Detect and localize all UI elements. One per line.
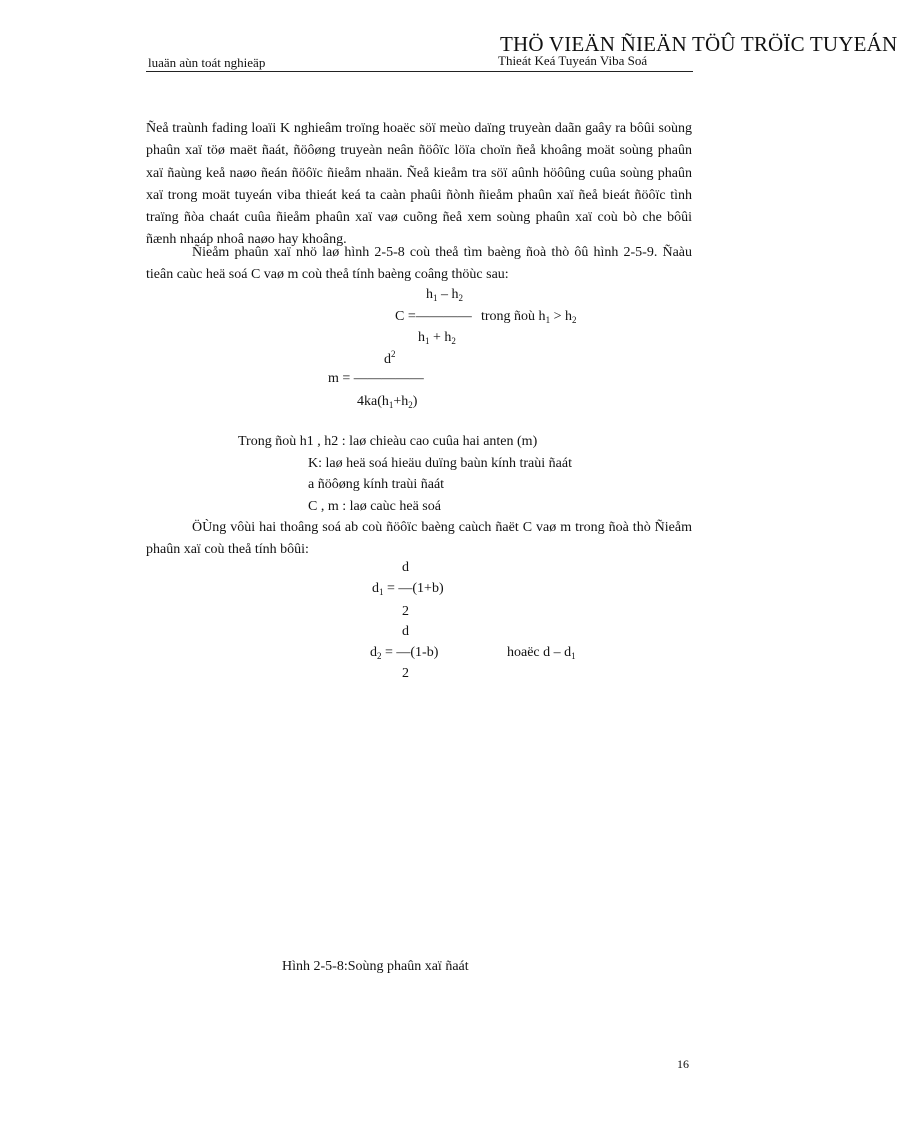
- formula-c-numerator: $h_1 - h_2$: [426, 287, 463, 303]
- formula-d1: $d_1$ = —(1+b): [372, 581, 444, 597]
- header-left: luaän aùn toát nghieäp: [148, 55, 266, 70]
- paragraph-3-line-2: phaûn xaï coù theå tính bôûi:: [146, 542, 309, 557]
- paragraph-3-line-1: ÖÙng vôùi hai thoâng soá ab coù ñöôïc baèng caùch ñaët C vaø m trong ñoà thò Ñieåm: [192, 520, 692, 535]
- definition-line-2: K: laø heä soá hieäu duïng baùn kính traùi ñaát: [308, 456, 572, 471]
- formula-d2-alternative: hoaëc d – $d_1$: [507, 645, 576, 661]
- definition-line-4: C , m : laø caùc heä soá: [308, 499, 441, 514]
- formula-c-lhs: C =————: [395, 309, 472, 324]
- formula-c-note: trong ñoù $h_1 > h_2$: [481, 309, 577, 325]
- formula-d2: $d_2$ = —(1-b): [370, 645, 439, 661]
- formula-m-numerator: $d^2$: [384, 349, 396, 367]
- header-rule: [146, 71, 693, 72]
- formula-d2-denominator: 2: [402, 666, 409, 681]
- formula-d1-numerator: d: [402, 560, 409, 575]
- page-number: 16: [677, 1057, 689, 1071]
- header-right: Thieát Keá Tuyeán Viba Soá: [498, 53, 648, 68]
- formula-m-lhs: m = —————: [328, 371, 424, 386]
- formula-d2-numerator: d: [402, 624, 409, 639]
- paragraph-1: Ñeå traùnh fading loaïi K nghieâm troïng hoaëc söï meùo daïng truyeàn daãn gaây ra bôûi soùng phaûn xaï töø maët ñaát, ñöôøng truyeàn neân ñöôïc löïa choïn ñeå khoâng moät soùng phaûn xaï ñaùng keå naøo ñeán ñöôïc ñieåm nhaän. Ñeå kieåm tra söï aûnh höôûng cuûa soùng phaûn xaï trong moät tuyeán viba thieát keá ta caàn phaûi ñònh ñieåm phaûn xaï ñeå bieát ñöôïc tình traïng ñòa chaát cuûa ñieåm phaûn xaï vaø cuõng ñeå xem soùng phaûn xaï coù bò che bôûi ñænh nhaáp nhoâ naøo hay khoâng.: [146, 121, 692, 248]
- formula-m-denominator: $4ka(h_1+h_2)$: [357, 394, 418, 410]
- paragraph-2: Ñieåm phaûn xaï nhö laø hình 2-5-8 coù theå tìm baèng ñoà thò ôû hình 2-5-9. Ñaàu tieân caùc heä soá C vaø m coù theå tính baèng coâng thöùc sau:: [146, 245, 692, 283]
- definition-line-1: Trong ñoù h1 , h2 : laø chieàu cao cuûa hai anten (m): [238, 434, 538, 449]
- figure-caption: Hình 2-5-8:Soùng phaûn xaï ñaát: [282, 959, 469, 974]
- formula-c-denominator: $h_1 + h_2$: [418, 330, 456, 346]
- definition-line-3: a ñöôøng kính traùi ñaát: [308, 477, 445, 492]
- formula-d1-denominator: 2: [402, 604, 409, 619]
- watermark-title: THÖ VIEÄN ÑIEÄN TÖÛ TRÖÏC TUYEÁN: [500, 32, 897, 56]
